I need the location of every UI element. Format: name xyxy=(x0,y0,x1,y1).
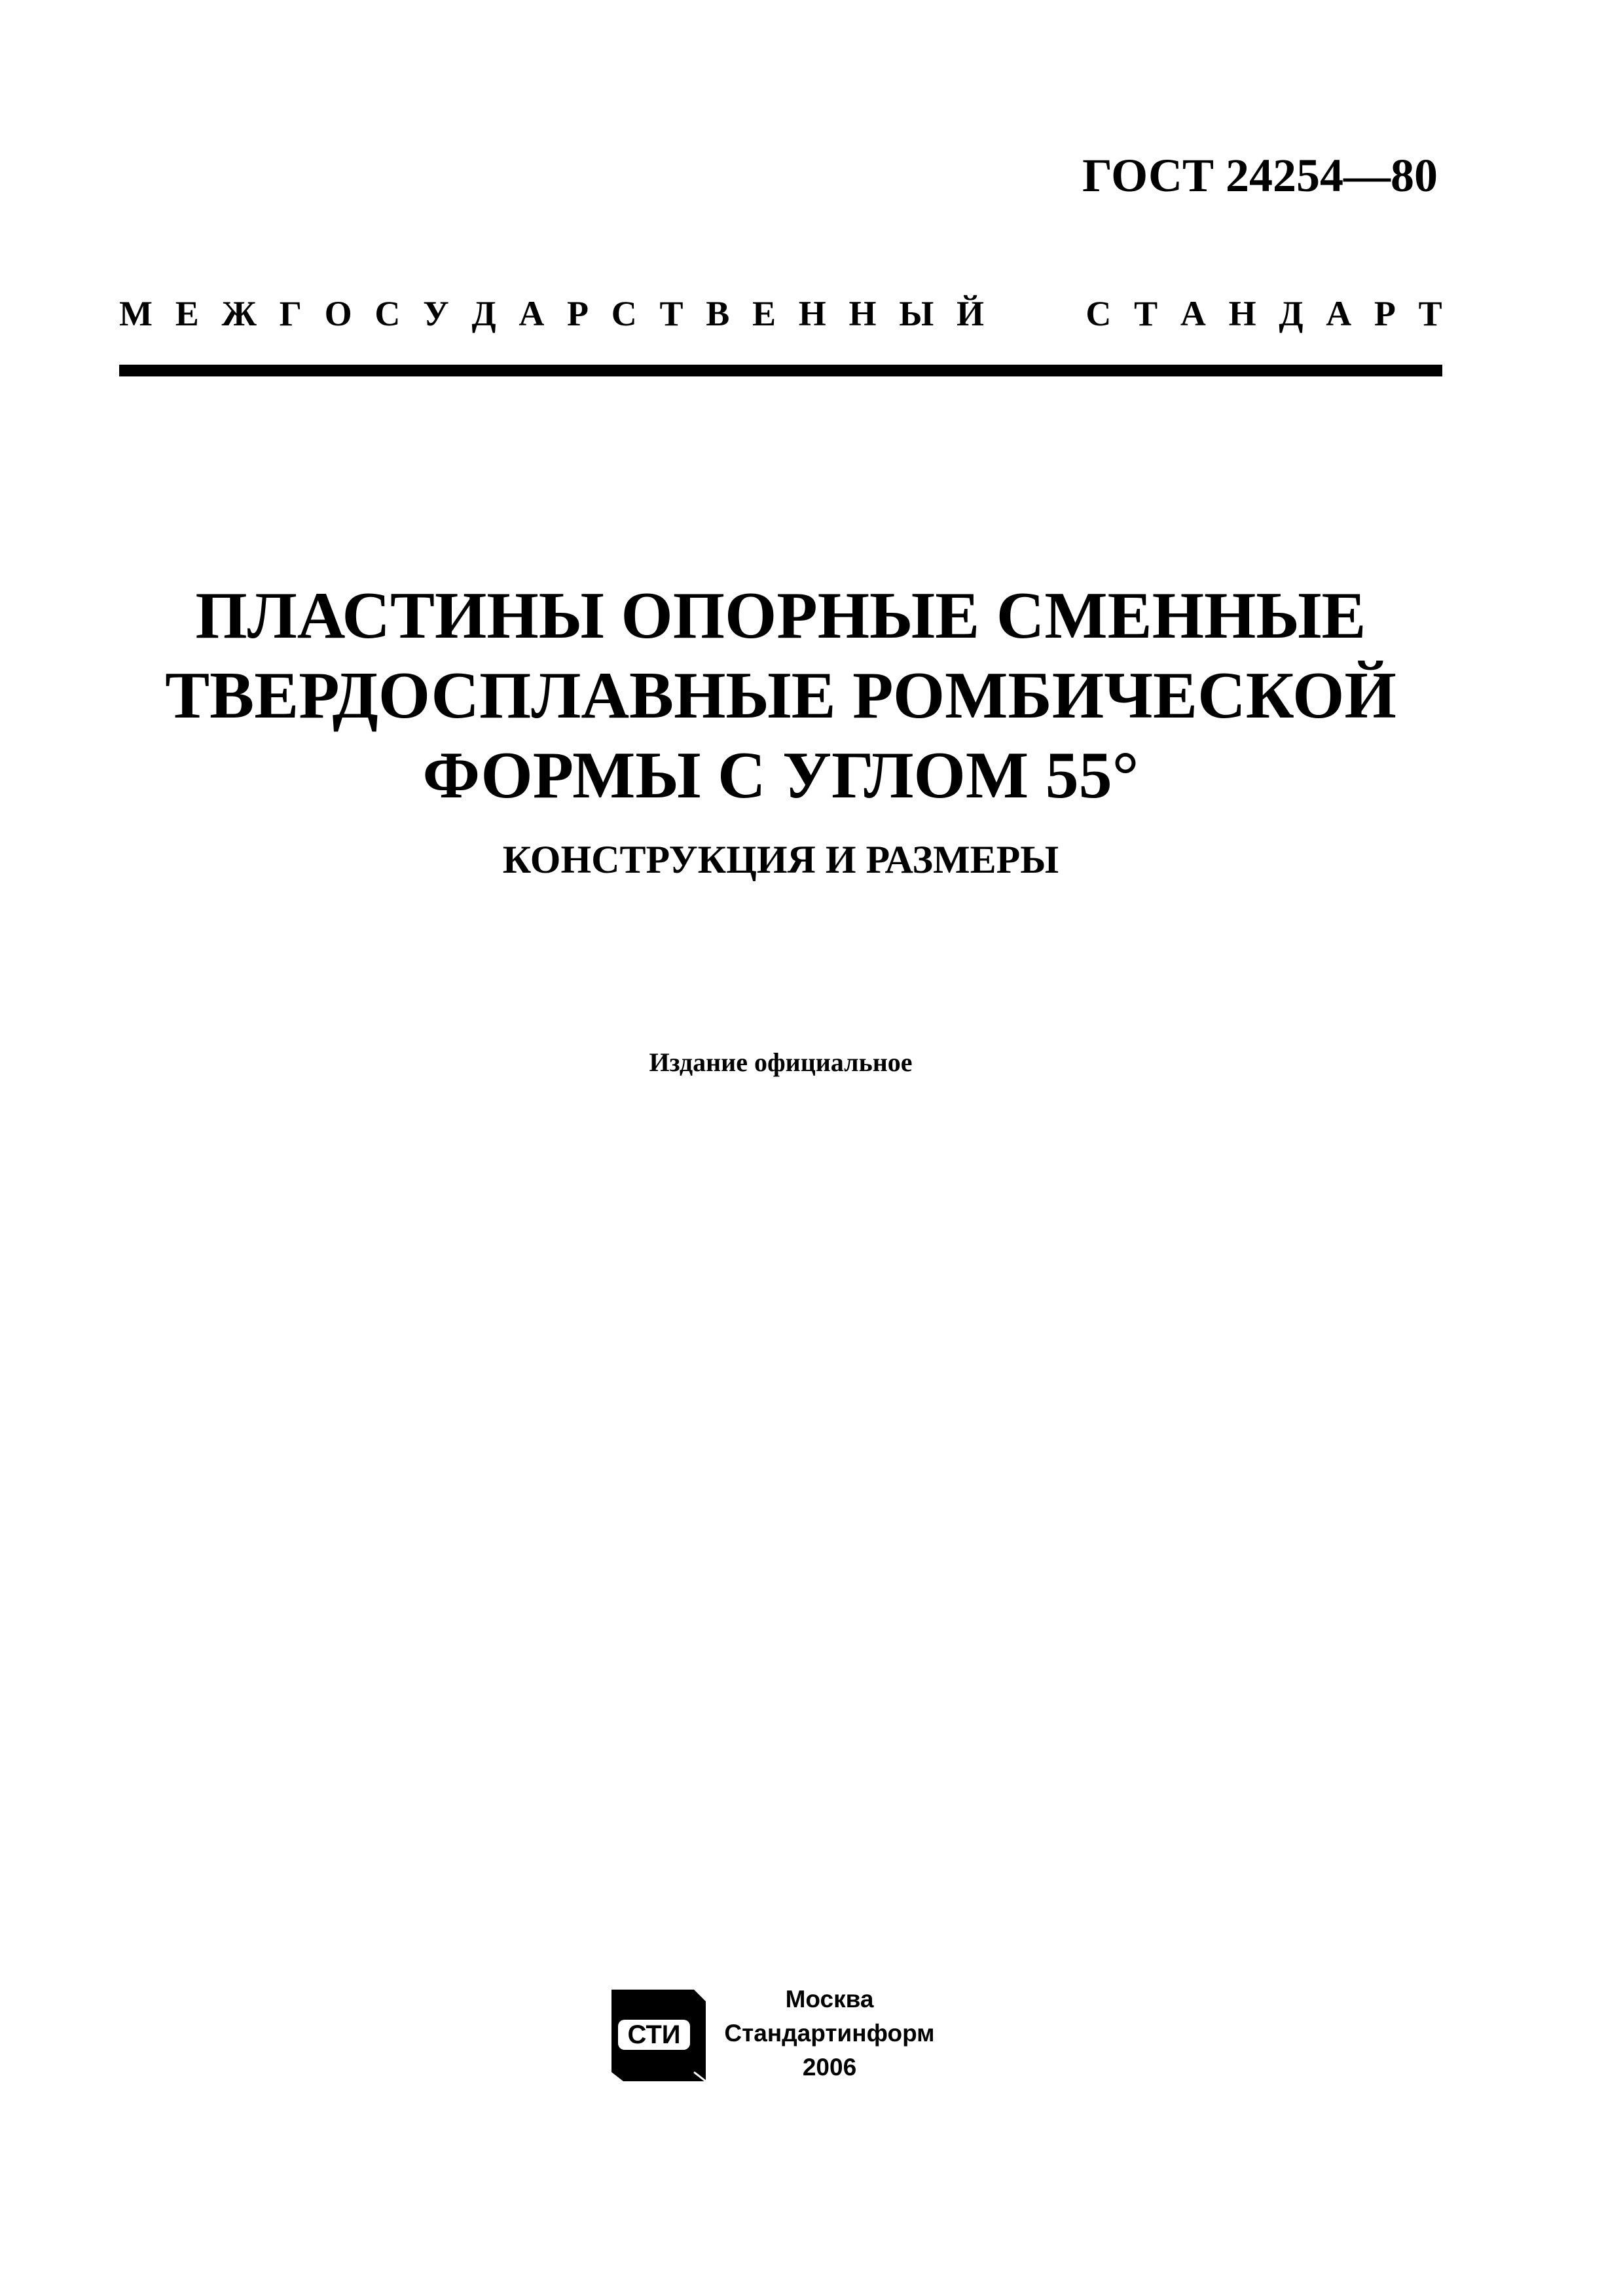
heading-letter: Ы xyxy=(899,294,934,333)
title-line-2: ТВЕРДОСПЛАВНЫЕ РОМБИЧЕСКОЙ xyxy=(165,659,1396,733)
heading-letter: Д xyxy=(1279,294,1304,333)
heading-letter: Д xyxy=(471,294,496,333)
document-title xyxy=(118,576,1444,816)
title-line-3: ФОРМЫ С УГЛОМ 55° xyxy=(422,738,1139,812)
heading-letter: Н xyxy=(798,294,826,333)
publisher-block xyxy=(708,1982,951,2085)
heading-letter: Р xyxy=(1374,294,1396,333)
header-rule xyxy=(119,365,1442,376)
heading-letter: А xyxy=(1326,294,1352,333)
heading-letter: У xyxy=(423,294,449,333)
heading-letter: Г xyxy=(279,294,302,333)
heading-letter: С xyxy=(1085,294,1112,333)
heading-letter: Р xyxy=(567,294,589,333)
heading-letter: О xyxy=(324,294,352,333)
heading-letter: Т xyxy=(1418,294,1442,333)
heading-letter: Н xyxy=(848,294,877,333)
heading-letter: В xyxy=(706,294,730,333)
heading-letter: Е xyxy=(752,294,776,333)
document-subtitle: КОНСТРУКЦИЯ И РАЗМЕРЫ xyxy=(502,838,1059,881)
publisher-name: Стандартинформ xyxy=(724,2020,935,2047)
heading-letter: М xyxy=(119,294,153,333)
heading-letter: Е xyxy=(175,294,199,333)
logo-text: СТИ xyxy=(627,2020,681,2049)
publisher-city: Москва xyxy=(785,1986,874,2013)
title-line-1: ПЛАСТИНЫ ОПОРНЫЕ СМЕННЫЕ xyxy=(195,579,1366,653)
heading-letter: Т xyxy=(659,294,684,333)
heading-letter: Й xyxy=(956,294,984,333)
standartinform-logo-icon xyxy=(609,1987,708,2084)
heading-letter: С xyxy=(374,294,401,333)
interstate-standard-heading xyxy=(119,296,1442,331)
heading-letter: Ж xyxy=(221,294,257,333)
document-number: ГОСТ 24254—80 xyxy=(1082,149,1438,202)
heading-letter: Н xyxy=(1228,294,1256,333)
heading-letter: Т xyxy=(1134,294,1158,333)
edition-label: Издание официальное xyxy=(649,1048,913,1077)
publication-year: 2006 xyxy=(802,2054,857,2081)
heading-letter: А xyxy=(1180,294,1206,333)
heading-letter: С xyxy=(611,294,637,333)
heading-letter: А xyxy=(519,294,545,333)
